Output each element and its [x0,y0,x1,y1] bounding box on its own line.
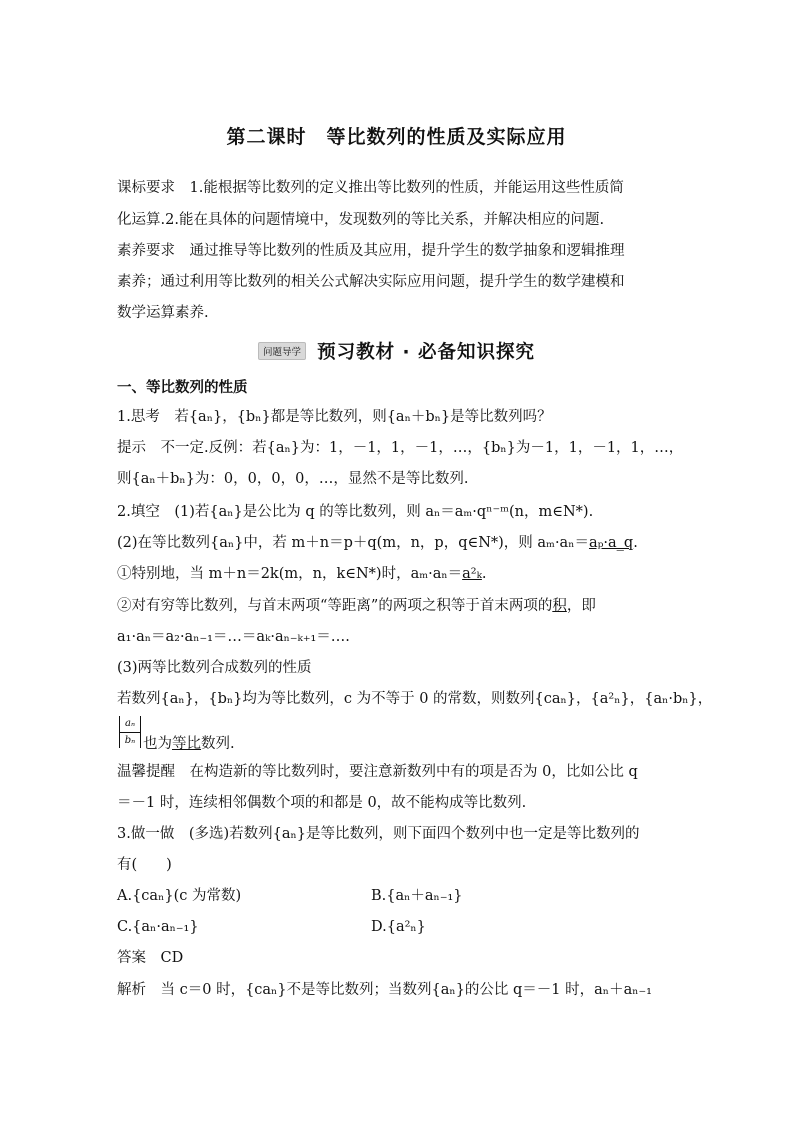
fill-line-2-text: (2)在等比数列{aₙ}中，若 m＋n＝p＋q(m，n，p，q∈N*)，则 aₘ·aₙ＝ [117,535,589,551]
fill-line-7: 若数列{aₙ}，{bₙ}均为等比数列，c 为不等于 0 的常数，则数列{caₙ}，{a²ₙ}，{aₙ·bₙ}， [117,691,713,707]
page-title: 第二课时 等比数列的性质及实际应用 [226,126,567,148]
section-tag: 问题导学 [258,342,306,360]
hint-line-1: 提示 不一定.反例：若{aₙ}为：1，－1，1，－1，…，{bₙ}为－1，1，－1，1，…， [117,440,684,456]
fill-line-2-end: . [633,535,638,551]
fill-line-2 [117,533,682,553]
fraction-an-over-bn [119,716,141,748]
fill-line-3 [117,564,682,584]
analysis-line: 解析 当 c＝0 时，{caₙ}不是等比数列；当数列{aₙ}的公比 q＝－1 时，aₙ＋aₙ₋₁ [117,982,652,998]
section-title: 预习教材 · 必备知识探究 [317,342,536,363]
fraction-denominator: bₙ [124,735,136,746]
fill-line-8-end: 数列. [201,736,235,752]
part1-heading: 一、等比数列的性质 [117,379,248,396]
fraction-numerator: aₙ [120,716,140,733]
fill-line-4-answer: 积 [552,598,567,614]
fill-line-8 [143,734,708,754]
option-a: A.{caₙ}(c 为常数) [117,888,242,904]
think-question: 1.思考 若{aₙ}，{bₙ}都是等比数列，则{aₙ＋bₙ}是等比数列吗？ [117,409,552,425]
fill-line-5: a₁·aₙ＝a₂·aₙ₋₁＝…＝aₖ·aₙ₋ₖ₊₁＝…. [117,629,350,645]
intro-line-5: 数学运算素养. [117,305,209,321]
fill-line-3-end: . [481,566,487,582]
option-d: D.{a²ₙ} [371,919,426,935]
option-c: C.{aₙ·aₙ₋₁} [117,919,199,935]
fill-line-4-end: ，即 [566,598,596,614]
fill-line-1: 2.填空 (1)若{aₙ}是公比为 q 的等比数列，则 aₙ＝aₘ·qⁿ⁻ᵐ(n，m∈N*). [117,504,594,520]
fill-line-8-answer: 等比 [172,736,201,752]
exercise-line-2: 有( ) [117,857,172,873]
fill-line-2-answer: aₚ·a_q [588,535,634,551]
fill-line-6: (3)两等比数列合成数列的性质 [117,660,312,676]
option-b: B.{aₙ＋aₙ₋₁} [371,888,463,904]
intro-line-1: 课标要求 1.能根据等比数列的定义推出等比数列的性质，并能运用这些性质简 [117,180,624,196]
answer-line: 答案 CD [117,950,184,966]
tip-line-1: 温馨提醒 在构造新的等比数列时，要注意新数列中有的项是否为 0，比如公比 q [117,764,638,780]
intro-line-4: 素养；通过利用等比数列的相关公式解决实际应用问题，提升学生的数学建模和 [117,274,625,290]
fill-line-4-text: ②对有穷等比数列，与首末两项“等距离”的两项之积等于首末两项的 [117,598,553,614]
fill-line-8-text: 也为 [143,736,172,752]
exercise-line-1: 3.做一做 (多选)若数列{aₙ}是等比数列，则下面四个数列中也一定是等比数列的 [117,826,640,842]
hint-line-2: 则{aₙ＋bₙ}为：0，0，0，0，…，显然不是等比数列. [117,471,469,487]
fill-line-3-text: ①特别地，当 m＋n＝2k(m，n，k∈N*)时，aₘ·aₙ＝ [117,566,463,582]
fill-line-4 [117,596,682,616]
tip-line-2: ＝－1 时，连续相邻偶数个项的和都是 0，故不能构成等比数列. [117,795,527,811]
fill-line-3-answer: a²ₖ [462,566,482,582]
intro-line-2: 化运算.2.能在具体的问题情境中，发现数列的等比关系，并解决相应的问题. [117,212,605,228]
intro-line-3: 素养要求 通过推导等比数列的性质及其应用，提升学生的数学抽象和逻辑推理 [117,243,625,259]
section-header [0,338,793,364]
